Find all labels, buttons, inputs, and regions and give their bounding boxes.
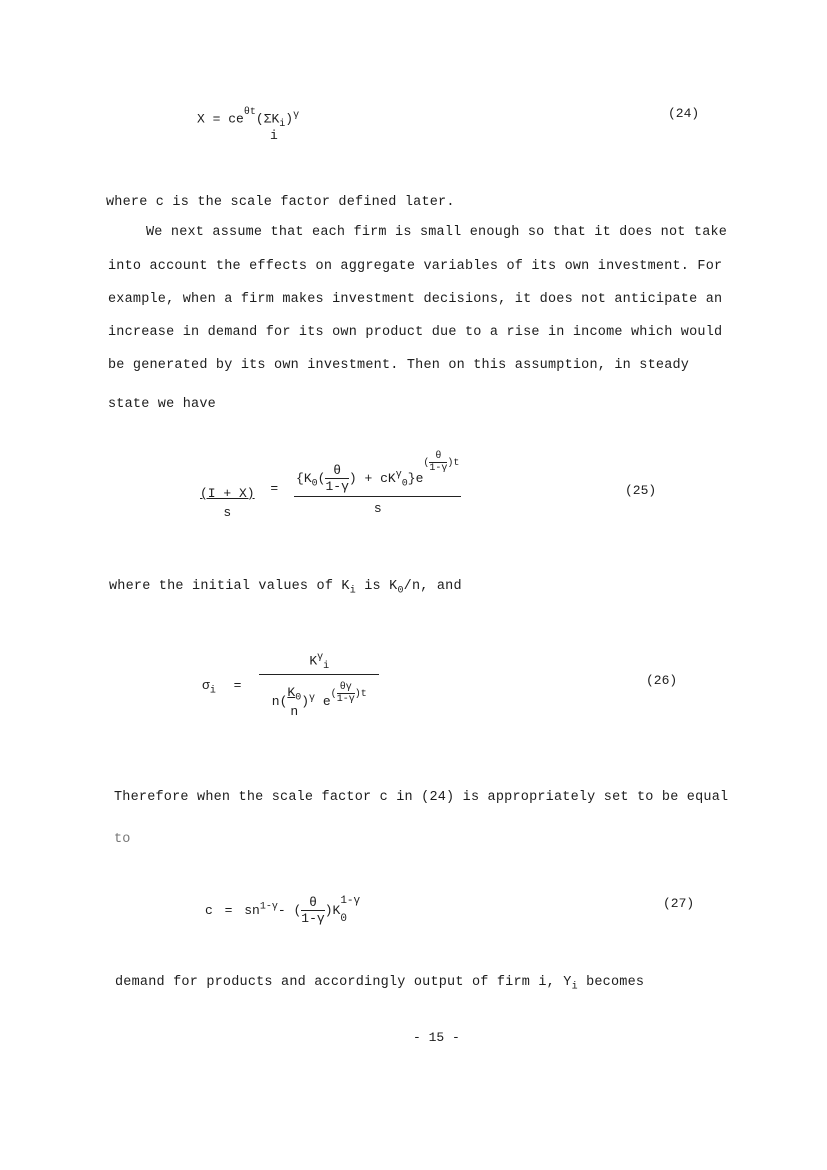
- eq25-plus-ck: + cK: [364, 470, 396, 486]
- eq26-den-k-wrap: [287, 685, 301, 704]
- eq27-k-sup: 1-γ: [340, 895, 361, 907]
- eq24-equals: =: [212, 111, 221, 127]
- equation-25: [200, 450, 461, 520]
- eq25-inner-fraction: [325, 463, 348, 494]
- text-line-therefore: Therefore when the scale factor c in (24) is appropriately set to be equal: [114, 790, 729, 805]
- initial-values-sub: i: [349, 585, 356, 597]
- eq24-sum: (ΣK: [255, 111, 280, 127]
- eq27-frac-den: 1-γ: [301, 911, 325, 926]
- eq27-k-sub: 0: [340, 913, 347, 925]
- eq24-index-text: i: [270, 128, 278, 143]
- eq26-lhs: [202, 678, 216, 697]
- eq27-equals: =: [224, 902, 233, 918]
- eq24-coef: ce: [228, 111, 244, 127]
- eq26-den-k: K: [287, 684, 296, 700]
- eq25-paren-open: (: [317, 470, 326, 486]
- eq26-fraction: [259, 652, 379, 719]
- equation-number-25: (25): [625, 483, 657, 498]
- paragraph-line-6: state we have: [108, 397, 216, 412]
- paragraph-line-4: increase in demand for its own product due to a rise in income which would: [108, 325, 723, 340]
- eq25-exp-den: 1-γ: [429, 462, 448, 474]
- eq24-lhs: X: [197, 111, 205, 127]
- eq26-den-n-under: n: [290, 703, 299, 719]
- paragraph-line-1: We next assume that each firm is small enough so that it does not take: [146, 225, 728, 240]
- equation-number-26: (26): [646, 673, 678, 688]
- eq27-minus: -: [277, 902, 286, 918]
- eq25-lhs-fraction: [200, 486, 255, 520]
- eq26-den-k-sub: 0: [295, 692, 302, 704]
- eq25-paren-close: ): [348, 470, 357, 486]
- demand-end: becomes: [577, 975, 645, 990]
- eq24-sum-index: [270, 128, 278, 143]
- eq26-denominator: [259, 674, 379, 719]
- text-line-initial-values: [109, 579, 462, 597]
- eq26-den-power: γ: [309, 692, 316, 704]
- eq27-lhs: c: [205, 902, 213, 918]
- eq26-numerator: [259, 652, 379, 674]
- eq25-lhs-den: s: [223, 505, 232, 520]
- eq27-sn-exp: 1-γ: [259, 901, 278, 913]
- eq27-frac-num: θ: [309, 895, 317, 910]
- eq24-power: γ: [293, 110, 300, 121]
- paragraph-line-3: example, when a firm makes investment decisions, it does not anticipate an: [108, 292, 723, 307]
- eq26-exp-den: 1-γ: [336, 694, 355, 706]
- eq26-sigma-sub: i: [209, 685, 216, 697]
- demand-sub: i: [571, 981, 578, 993]
- eq25-inner-den: 1-γ: [325, 478, 349, 494]
- eq25-inner-num: θ: [333, 462, 342, 478]
- eq25-exp-t: t: [453, 457, 460, 469]
- eq25-rhs-den: s: [294, 496, 461, 516]
- eq25-k-sub: 0: [311, 478, 318, 490]
- eq26-num-sup: γ: [317, 652, 324, 663]
- eq24-sum-sub: i: [279, 118, 286, 130]
- paragraph-line-2: into account the effects on aggregate variables of its own investment. For: [108, 259, 723, 274]
- eq26-exp-t: t: [360, 689, 367, 701]
- eq26-sigma: σ: [202, 678, 210, 693]
- eq26-num-sub: i: [323, 660, 330, 672]
- eq26-exponent: ( θγ 1-γ )t: [330, 682, 367, 706]
- eq26-den-inner: [287, 685, 301, 719]
- eq26-den-e: e: [322, 694, 331, 710]
- eq26-den-n: n(: [271, 694, 288, 710]
- eq26-num-k: K: [309, 653, 318, 669]
- eq25-ck-sup: γ: [395, 469, 402, 481]
- eq27-k: K: [332, 902, 341, 918]
- eq25-exponent: ( θ 1-γ )t: [423, 450, 460, 474]
- text-line-demand: [115, 975, 644, 993]
- eq26-equals: =: [233, 678, 242, 693]
- equation-number-24: (24): [668, 106, 700, 121]
- text-line-to: to: [114, 832, 131, 847]
- initial-values-end: /n, and: [403, 579, 462, 594]
- eq27-fraction: [301, 895, 324, 926]
- text-line-scale-factor: where c is the scale factor defined later.: [106, 195, 455, 210]
- page-number: - 15 -: [413, 1030, 460, 1045]
- eq25-close-e: }e: [407, 470, 424, 486]
- paragraph-line-5: be generated by its own investment. Then on this assumption, in steady: [108, 358, 690, 373]
- initial-values-sub2: 0: [397, 585, 404, 597]
- eq27-sn: sn: [244, 902, 260, 918]
- initial-values-text: where the initial values of K: [109, 579, 350, 594]
- eq24-exp: θt: [243, 107, 256, 118]
- eq25-equals: =: [270, 481, 279, 497]
- eq25-exp-num: θ: [435, 450, 442, 462]
- equation-24: [197, 107, 300, 130]
- eq25-ck-sub: 0: [401, 478, 408, 490]
- equation-26: [202, 652, 379, 719]
- eq25-k-open: {K: [296, 470, 312, 486]
- eq26-den-close: ): [301, 694, 310, 710]
- equation-27: $c = sn^{1-\gamma}-$ ( $\frac{\theta}{1-\gamma}$ )K 1-γ 0: [205, 895, 361, 926]
- equation-number-27: (27): [663, 896, 695, 911]
- eq26-exp-num: θγ: [339, 682, 352, 694]
- demand-text: demand for products and accordingly output of firm i, Y: [115, 975, 572, 990]
- initial-values-mid: is K: [355, 579, 398, 594]
- eq25-lhs-num: (I + X): [200, 486, 255, 501]
- eq24-close: ): [285, 111, 294, 127]
- eq27-k-scripts: [340, 895, 360, 925]
